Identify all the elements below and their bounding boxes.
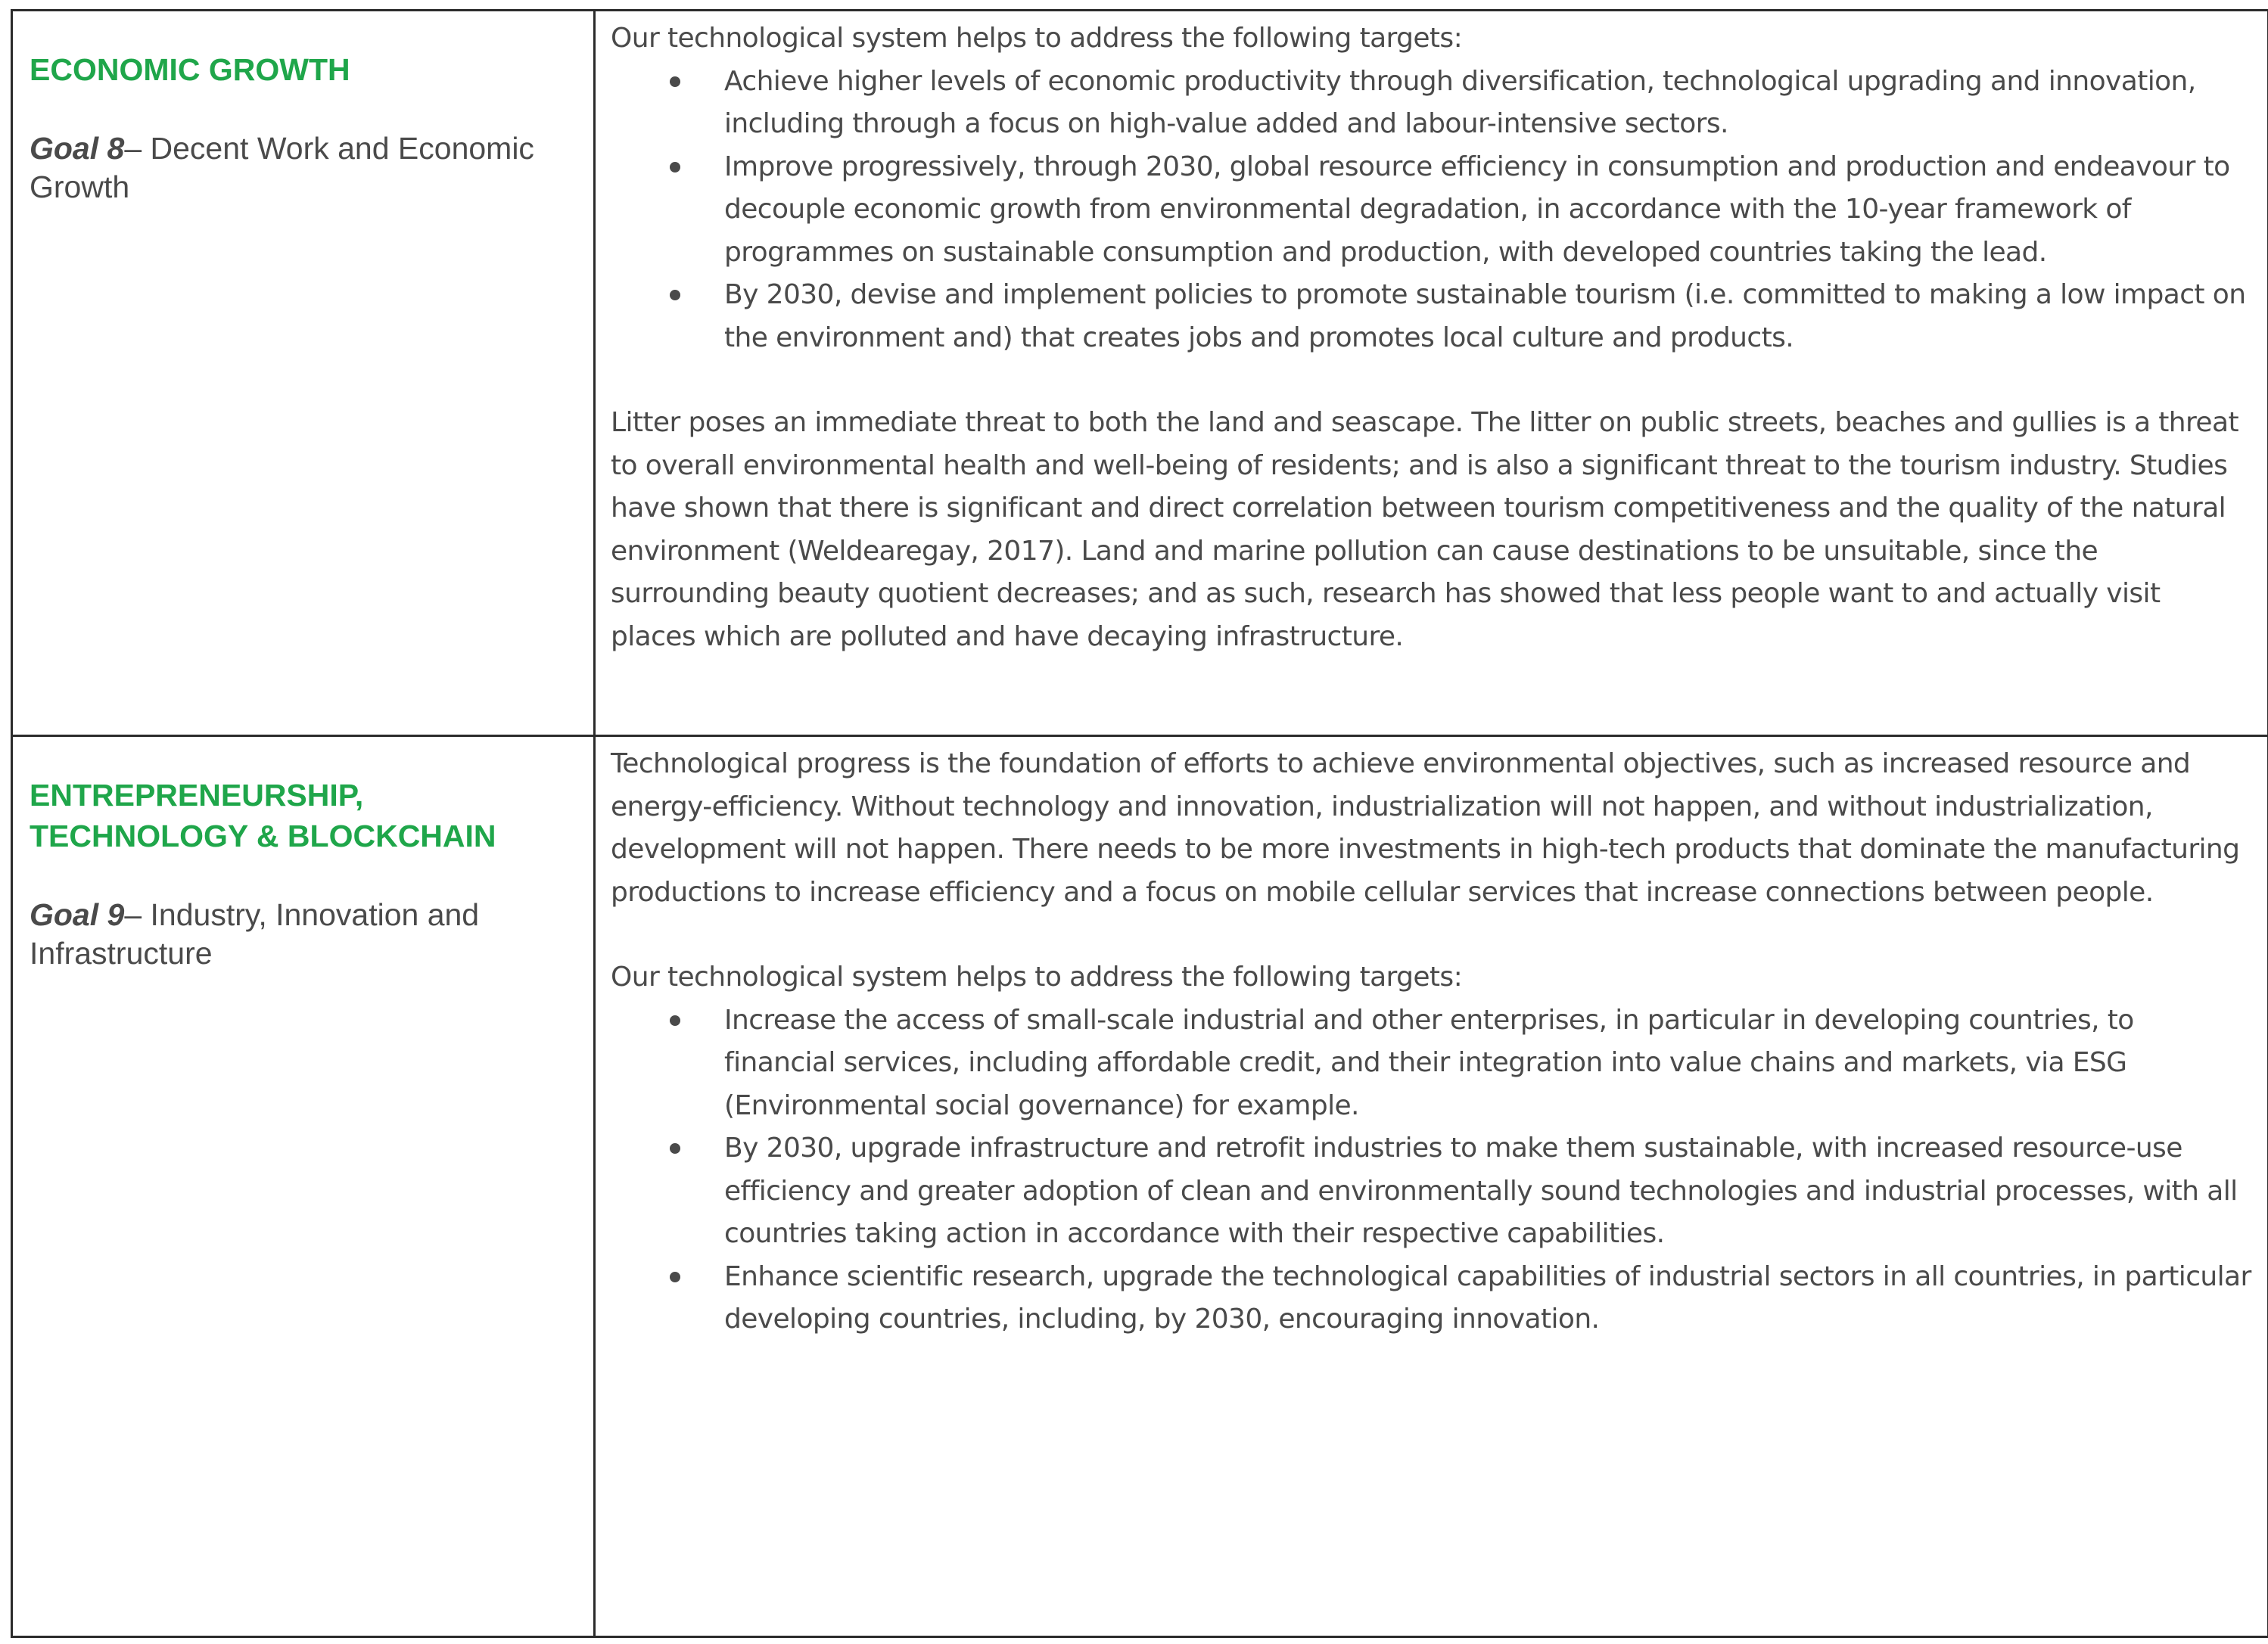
body-paragraph: Technological progress is the foundation of efforts to achieve environmental objectives, such as increased resource and energy-efficiency. Without technology and innovation, industrialization will not happen, and without industrialization, development will not happen. There needs to be more investments in high-tech products that dominate the manufacturing productions to increase efficiency and a focus on mobile cellular services that increase connections between people. <box>611 748 2240 908</box>
bullet-icon <box>670 1015 680 1026</box>
targets-list <box>611 999 2252 1341</box>
targets-intro: Our technological system helps to address the following targets: <box>611 962 1463 993</box>
theme-title: ENTREPRENEURSHIP, TECHNOLOGY & BLOCKCHAIN <box>30 778 496 853</box>
goal-text: – Industry, Innovation and Infrastructure <box>30 897 480 971</box>
bullet-icon <box>670 290 680 300</box>
target-text: Enhance scientific research, upgrade the technological capabilities of industrial sectors in all countries, in particular developing countries, including, by 2030, encouraging innovation. <box>724 1260 2251 1335</box>
description-cell <box>595 11 2268 736</box>
theme-cell <box>12 736 595 1637</box>
bullet-icon <box>670 1272 680 1282</box>
list-item <box>724 1127 2252 1256</box>
list-item <box>724 61 2252 146</box>
list-item <box>724 274 2252 359</box>
body-paragraph: Litter poses an immediate threat to both the land and seascape. The litter on public streets, beaches and gullies is a threat to overall environmental health and well-being of residents; and is also a significant threat to the tourism industry. Studies have shown that there is significant and direct correlation between tourism competitiveness and the quality of the natural environment (Weldearegay, 2017). Land and marine pollution can cause destinations to be unsuitable, since the surrounding beauty quotient decreases; and as such, research has showed that less people want to and actually visit places which are polluted and have decaying infrastructure. <box>611 407 2238 652</box>
description-cell <box>595 736 2268 1637</box>
goal-text: – Decent Work and Economic Growth <box>30 131 534 204</box>
sdg-goals-table <box>11 9 2268 1638</box>
list-item <box>724 146 2252 275</box>
target-text: By 2030, devise and implement policies to promote sustainable tourism (i.e. committed to making a low impact on the environment and) that creates jobs and promotes local culture and products. <box>724 279 2246 353</box>
goal-label <box>30 896 577 973</box>
target-text: Increase the access of small-scale industrial and other enterprises, in particular in developing countries, to financial services, including affordable credit, and their integration into value chains and markets, via ESG (Environmental social governance) for example. <box>724 1004 2134 1121</box>
target-text: Improve progressively, through 2030, global resource efficiency in consumption and production and endeavour to decouple economic growth from environmental degradation, in accordance with the 10-year framework of programmes on sustainable consumption and production, with developed countries taking the lead. <box>724 151 2230 268</box>
goal-label <box>30 129 577 207</box>
list-item <box>724 999 2252 1128</box>
targets-intro: Our technological system helps to address the following targets: <box>611 23 1463 54</box>
target-text: By 2030, upgrade infrastructure and retrofit industries to make them sustainable, with increased resource-use efficiency and greater adoption of clean and environmentally sound technologies and industrial processes, with all countries taking action in accordance with their respective capabilities. <box>724 1133 2238 1249</box>
table-row-entrepreneurship <box>12 736 2268 1637</box>
theme-title: ECONOMIC GROWTH <box>30 52 350 87</box>
targets-list <box>611 61 2252 360</box>
target-text: Achieve higher levels of economic productivity through diversification, technological upgrading and innovation, including through a focus on high-value added and labour-intensive sectors. <box>724 65 2196 139</box>
bullet-icon <box>670 162 680 172</box>
goal-number: Goal 8 <box>30 131 125 166</box>
goal-number: Goal 9 <box>30 897 125 932</box>
table-row-economic-growth <box>12 11 2268 736</box>
list-item <box>724 1256 2252 1341</box>
bullet-icon <box>670 76 680 87</box>
theme-cell <box>12 11 595 736</box>
bullet-icon <box>670 1143 680 1154</box>
